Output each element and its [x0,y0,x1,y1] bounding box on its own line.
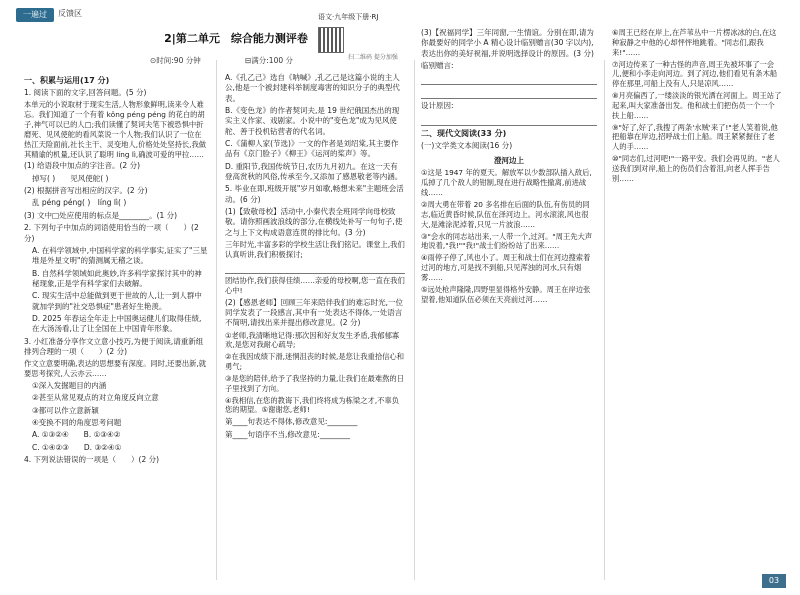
story-paragraph: ⑦河边传来了一种古怪的声音,周王先被坏事了一会儿,便和小李走向河边。到了河边,他们看见有条木船停在那里,可船上没有人,只是凉风…… [612,59,778,89]
story-title: 澄河边上 [494,156,524,166]
answer-label: 设计原因: [421,101,454,111]
answer-label: 临别赠言: [421,61,454,71]
answer-line[interactable] [421,73,597,85]
story-paragraph: ①这是 1947 年的夏天。解放军以少数部队插入敌后,瓜掉了几个敌人的钳制,现在进行战略性撤离,前进战线…… [421,168,592,198]
answer-line[interactable] [225,262,405,274]
section-heading: 一、积累与运用(17 分) [24,76,110,85]
answer-line[interactable] [421,87,597,99]
question: 3. 小红准备分享作文立意小技巧,为便于阅读,请重新组排列合理的一项（ ）(2 分) [24,336,204,356]
story-paragraph: ⑤远处枪声隆隆,四野里显得格外安静。周王在岸边张望着,他知道队伍必须在天亮前过河…… [421,284,591,304]
passage-text: 作文立意要明确,表达的思想要有深度。同时,还要出新,就要思考探究,人云亦云…… [24,359,207,379]
option[interactable]: D. ③②④① [83,442,122,452]
question: 2. 下列句子中加点的词语使用恰当的一项（ ）(2 分) [24,223,199,243]
question: 5. 毕业在即,班级开展"岁月如歌,畅想未来"主题班会活动。(6 分) [225,184,404,204]
option[interactable]: A.《孔乙己》选自《呐喊》,孔乙己是这篇小说的主人公,他是一个被封建科举制度毒害的知识分子的典型代表。 [225,73,400,103]
qr-note: 扫二维码 提分加强 [348,54,398,61]
page-number: 03 [762,574,786,588]
story-paragraph: ⑩"同志们,过河吧!"一路平安。我们会再见的。"老人送我们到对岸,船上的伤员们含着泪,向老人挥手告别…… [612,154,780,183]
subquestion: (1) 给语段中加点的字注音。(2 分) [24,161,141,171]
option[interactable]: A. 在科学领域中,中国科学家的科学事实,证实了"三星堆是外星文明"的猜测属无稽之谈。 [32,245,208,266]
option[interactable]: D. 重阳节,我国传统节日,农历九月初九。在这一天有登高赏秋的风俗,传承至今,又添加了感恩敬老等内涵。 [225,161,403,182]
answer-line[interactable]: 乱 péng péng( ) líng lì( ) [32,198,127,208]
brand-badge: 一遍过 [16,8,54,22]
option[interactable]: C. 现实生活中总能做到更于世故的人,让一到人群中就加学到的"社交恐惧症"患者好生艳羡。 [32,291,202,311]
full-score: ⊟满分:100 分 [245,56,294,65]
column-divider [216,60,217,580]
question: 4. 下列说法错误的一项是（ ）(2 分) [24,455,160,465]
passage-text: 三年时光,丰富多彩的学校生活让我们铭记。课堂上,我们认真听讲,我们积极探讨; [225,240,405,259]
story-paragraph: ⑧月亮偏西了,一缕淡淡的银光洒在河面上。周王站了起来,叫大家准备出发。他和战士们把伤员一个一个扶上船…… [612,91,782,120]
right-column [421,28,597,306]
statement: ④变换不同的角度思考问题 [32,418,122,427]
option[interactable]: B. ①③④② [83,430,121,440]
option[interactable]: B.《变色龙》的作者契诃夫,是 19 世纪俄国杰出的现实主义作家、戏剧家。小说中的"变色龙"成为见风使舵、善于投机钻营者的代名词。 [225,106,400,136]
statement: ①深入发掘题目的内涵 [32,380,107,390]
subquestion: (2)【感恩老师】回顾三年来陪伴我们的难忘时光,一位同学发表了一段感言,其中有一处表达不得体,一处语言不简明,请找出来并提出修改意见。(2 分) [225,297,404,328]
far-right-column [612,28,782,186]
story-paragraph: ③"会水的同志站出来,一人带一个,过河。"周王先大声地说着,"我!""我!"战士们纷纷站了出来…… [421,231,593,251]
passage-text: ①老师,我清晰地记得:那次因和好友发生矛盾,我郁郁寡欢,是您对我耐心疏导; [225,330,400,350]
statement: ③都可以作立意新颖 [32,405,99,415]
story-paragraph: ⑨"好了,好了,我搜了两条'水贼'来了!"老人笑着说,他把船靠在岸边,招呼战士们上船。周王紧紧握住了老人的手…… [612,122,778,152]
story-paragraph: ④雨停子停了,风也小了。周王和战士们在河边搜索着过河的地方,可是找不到船,只见浑浊的河水,只有烟雾…… [421,253,591,282]
passage-text: ②在我因成绩下滑,迷惘沮丧的时候,是您让我重拾信心和勇气; [225,352,405,372]
answer-line[interactable]: 第____句表达不得体,修改意见:________ [225,417,358,427]
subquestion: (1)【致敬母校】活动中,小秦代表全班同学向母校致敬。请你照画波浪线的部分,在横线处补写一句句子,使之与上下文构成语意连贯的排比句。(3 分) [225,207,403,237]
section-heading: 二、现代文阅读(33 分) [421,128,507,138]
question: 1. 阅读下面的文字,回答问题。(5 分) [24,88,147,98]
passage-text: 团结协作,我们获得佳绩……亲爱的母校啊,您一直在我们心中! [225,275,405,295]
column-divider [604,60,605,580]
subquestion: (3)【祝福同学】三年同窗,一生情谊。分别在即,请为你最要好的同学小 A 精心设计临别赠言(30 字以内),表达出你的美好祝福,并说明选择设计的原因。(3 分) [421,28,594,58]
column-divider [414,60,415,580]
subquestion: (3) 文中□处应使用的标点是________。(1 分) [24,210,178,220]
answer-line[interactable]: 第____句语序不当,修改意见:________ [225,429,350,439]
answer-line[interactable]: 掉写( ) 见风使舵( ) [32,173,109,183]
story-paragraph: ②周大勇在带着 20 多名排在后面的队伍,有伤员的同志,临近黄昏时候,队伍在泽河边上。河水滚滚,风也很大,是滩涂泥淖着,只见一片波浪…… [421,199,590,229]
left-column [24,73,208,467]
passage-text: ③是您的陪伴,给予了我坚持的力量,让我们在最难熬的日子里找到了方向。 [225,373,405,393]
section-tag: 反馈区 [58,9,82,18]
qr-code-icon [318,27,344,53]
page-title: 2|第二单元 综合能力测评卷 [164,32,308,45]
time-limit: ⊙时间:90 分钟 [150,56,201,65]
subject-label: 语文·九年级下册·RJ [318,13,379,21]
story-paragraph: ⑥周王已经在岸上,在芦苇丛中一片楞冰冰的白,在这种寂静之中他的心却怦怦地跳着。"同志们,跟我来!"…… [612,28,777,57]
passage-text: 本单元的小说取材于现实生活,人物形象鲜明,读来令人难忘。我们知道了一个有着 kǒng pénɡ péng 的花白的胡子,神气可以已的人□;我们读懂了契诃夫笔下被恐惧中折磨死、见风使舵的看风菜说一个人物;我们认识了一位在热江天险面前,社长主干、灵变地人,价格处处坚持长,我做其精谕的机量,还认识了聪明 líng lì,确波可爱的甲拉…… [24,100,207,159]
passage-text: ④我相信,在您的教诲下,我们终将成为栋梁之才,不辜负您的期望。⑤谢谢您,老师! [225,395,400,415]
subsection-heading: (一)文学类文本阅读(16 分) [421,140,513,150]
option[interactable]: D. 2025 年春运全年走上中国奥运健儿们取得佳绩,在大汤汤看,让了让全国在上中国青年形象。 [32,313,202,334]
option[interactable]: C.《蒲柳人家(节选)》一文的作者是刘绍棠,其主要作品有《京门脸子》《柳王》《运河的桨声》等。 [225,139,399,159]
subquestion: (2) 根据拼音写出相应的汉字。(2 分) [24,186,148,196]
statement: ②甚至从常见观点的对立角度反向立意 [32,393,159,403]
answer-line[interactable] [421,114,597,126]
middle-column [225,73,405,442]
option[interactable]: B. 自然科学领域如此奥妙,许多科学家探讨其中的神秘现象,正是学有科学家们去破解。 [32,268,202,288]
option[interactable]: C. ①④②③ [32,442,69,452]
option[interactable]: A. ①③②④ [32,430,69,440]
